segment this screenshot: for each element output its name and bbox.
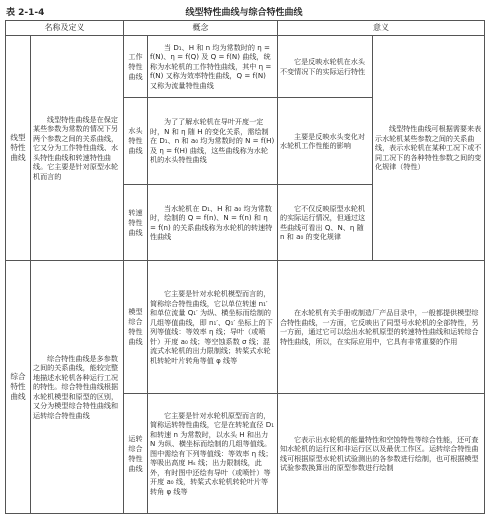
table-row [6, 261, 485, 394]
meaning-head: 主要是反映水头变化对水轮机工作性能的影响 [278, 98, 373, 185]
header-concept: 概念 [124, 21, 278, 36]
linear-definition: 线型特性曲线是在保定某些参数为常数的情况下另两个参数之间的关系曲线，它又分为工作特性曲线、水头特性曲线和转速特性曲线。它主要是针对原型水轮机而言的 [31, 36, 124, 261]
header-row [6, 21, 485, 36]
meaning-operating: 它表示出水轮机的能量特性和空蚀特性等综合性能，还可查知水轮机的运行区和非运行区以及最优工作区。运转综合特性曲线可根据原型水轮机试验测出的各参数进行绘制，也可根据模型试验参数换算出的原型参数进行绘制 [278, 394, 485, 514]
header-name-def: 名称及定义 [6, 21, 124, 36]
curve-name-working: 工作特性曲线 [124, 36, 148, 98]
concept-head: 为了了解水轮机在导叶开度一定时，N 和 η 随 H 的变化关系，需绘制在 D₁、n 和 a₀ 均为常数时的 N = f(H) 及 η = f(H) 曲线，这些曲线称为水轮机的水头特性曲线 [148, 98, 278, 185]
curve-name-head: 水头特性曲线 [124, 98, 148, 185]
meaning-working: 它是反映水轮机在水头不变情况下的实际运行特性 [278, 36, 373, 98]
concept-operating: 它主要是针对水轮机原型而言的，简称运转特性曲线，它是在转轮直径 D₁ 和转速 n 为常数时，以水头 H 和出力 N 为纵、横坐标而绘制的几组等值线。图中需绘有下列等值线：等效率 η 线；等吸出高度 Hₛ 线；出力限制线，此外，有时图中还绘有导叶（或喷针）等开度 a₀ 线，转桨式水轮机转轮叶片等转角 φ 线等 [148, 394, 278, 514]
characteristic-curves-table [5, 20, 485, 514]
concept-working: 当 D₁、H 和 n 均为常数时的 η = f(N)、η = f(Q) 及 Q = f(N) 曲线，统称为水轮机的工作特性曲线，其中 η = f(N) 又称为效率特性曲线，Q = f(N) 又称为流量特性曲线 [148, 36, 278, 98]
linear-shared-meaning: 线型特性曲线可根据需要来表示水轮机某些参数之间的关系曲线，表示水轮机在某种工况下或不同工况下的各种特性参数之间的变化规律（特性） [373, 36, 485, 261]
meaning-model: 在水轮机有关手册或制造厂产品目录中，一般都提供模型综合特性曲线，一方面，它反映出了同型号水轮机的全部特性，另一方面，通过它可以绘出水轮机原型的转速特性曲线和运转综合特性曲线，所以，在实际应用中，它具有非常重要的作用 [278, 261, 485, 394]
concept-model: 它主要是针对水轮机模型而言的，简称综合特性曲线，它以单位转速 n₁′ 和单位流量 Q₁′ 为纵、横坐标而绘制的几组等值曲线，即 n₁′、Q₁′ 坐标上的下列等值线：等效率 η 线；导叶（或喷针）开度 a₀ 线；等空蚀系数 σ 线；混流式水轮机的出力限制线；转桨式水轮机转轮叶片转角等值 φ 线等 [148, 261, 278, 394]
combined-definition: 综合特性曲线是多参数之间的关系曲线，能较完整地描述水轮机各种运行工况的特性。综合特性曲线根据水轮机模型和原型的区别，又分为模型综合特性曲线和运转综合特性曲线 [31, 261, 124, 514]
table-title: 线型特性曲线与综合特性曲线 [185, 8, 303, 18]
table-number: 表 2-1-4 [6, 8, 45, 18]
header-meaning: 意义 [278, 21, 485, 36]
curve-name-model: 模型综合特性曲线 [124, 261, 148, 394]
meaning-speed: 它不仅反映原型水轮机的实际运行情况，但通过这些曲线可看出 Q、N、η 随 n 和 a₀ 的变化规律 [278, 185, 373, 261]
curve-name-operating: 运转综合特性曲线 [124, 394, 148, 514]
category-combined: 综合特性曲线 [6, 261, 31, 514]
category-linear: 线型特性曲线 [6, 36, 31, 261]
curve-name-speed: 转速特性曲线 [124, 185, 148, 261]
concept-speed: 当水轮机在 D₁、H 和 a₀ 均为常数时，绘制的 Q = f(n)、N = f(n) 和 η = f(n) 的关系曲线称为水轮机的转速特性曲线 [148, 185, 278, 261]
table-row [6, 36, 485, 98]
